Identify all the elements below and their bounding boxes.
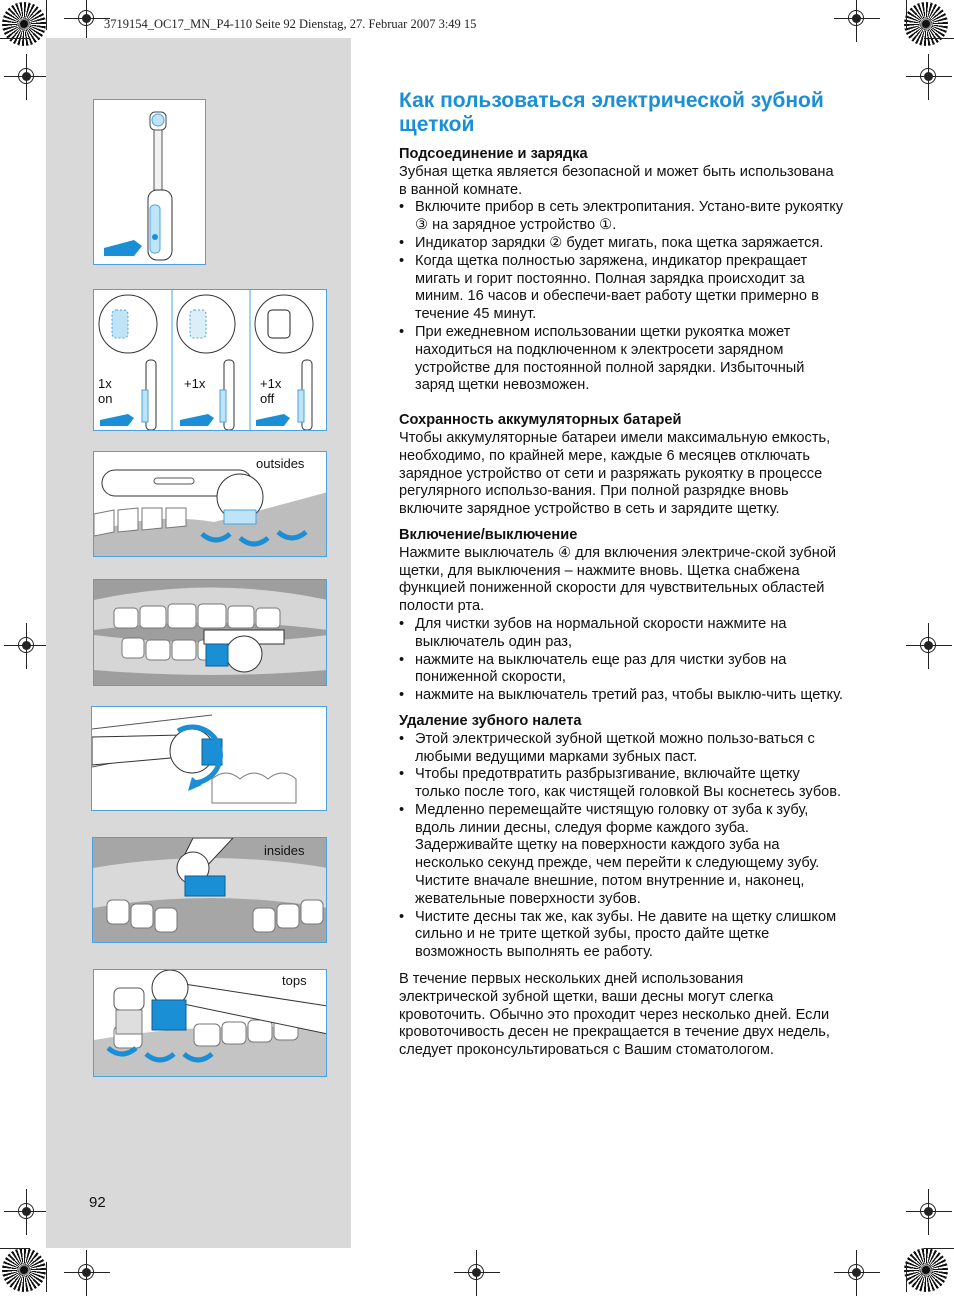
- plaque-list: [399, 731, 844, 962]
- registration-rosette-top-right: [904, 2, 948, 46]
- plaque-outro: В течение первых нескольких дней использования электрической зубной щетки, ваши десны могут слегка кровоточить. Обычно это проходит через несколько дней. Если кровоточивость десен не прекращается в течение двух недель, следует проконсультироваться с Вашим стоматологом.: [399, 971, 830, 1059]
- crop-mark-bottom-1: [64, 1250, 110, 1296]
- list-item: • Для чистки зубов на нормальной скорости нажмите на выключатель один раз,: [399, 616, 844, 652]
- list-item: • Медленно перемещайте чистящую головку от зуба к зубу, вдоль линии десны, следуя форме каждого зуба. Задерживайте щетку на поверхности каждого зуба на несколько секунд прежде, чем перейти к следующему зубу. Чистите вначале внешние, потом внутренние и, наконец, жевательные поверхности зубов.: [399, 802, 844, 909]
- figure-outsides: [93, 451, 327, 557]
- registration-rosette-bottom-left: [2, 1248, 46, 1292]
- crop-mark-right-3: [906, 1189, 952, 1235]
- trim-line: [0, 1248, 30, 1249]
- trim-line: [0, 38, 30, 39]
- trim-line: [906, 0, 907, 30]
- list-item: • нажмите на выключатель третий раз, чтобы выклю-чить щетку.: [399, 687, 844, 705]
- tops-label: tops: [282, 973, 307, 988]
- switch-list: [399, 616, 844, 705]
- crop-mark-bottom-3: [834, 1250, 880, 1296]
- list-item: • Чистите десны так же, как зубы. Не давите на щетку слишком сильно и не трите щеткой зубы, просто дайте щетке возможность выполнять ее работу.: [399, 909, 844, 962]
- instructions-body: [399, 146, 844, 1060]
- battery-text: Чтобы аккумуляторные батареи имели максимальную емкость, необходимо, по крайней мере, каждые 6 месяцев отключать зарядное устройство от сети и разряжать рукоятку в процессе регулярного использо-вания. При полной разрядке вновь включите зарядное устройство в сеть и зарядите щетку.: [399, 429, 831, 518]
- charge-label-3: +1x off: [260, 376, 282, 406]
- figure-insides: [92, 837, 327, 943]
- list-item: • Включите прибор в сеть электропитания. Устано-вите рукоятку ③ на зарядное устройство ①.: [399, 199, 844, 235]
- charge-label-2: +1x: [184, 376, 206, 391]
- charging-list: [399, 199, 844, 395]
- trim-line: [46, 1262, 47, 1292]
- list-item: • нажмите на выключатель еще раз для чистки зубов на пониженной скорости,: [399, 652, 844, 688]
- list-item: • Чтобы предотвратить разбрызгивание, включайте щетку только после того, как чистящей головкой Вы коснетесь зубов.: [399, 766, 844, 802]
- list-item: • Когда щетка полностью заряжена, индикатор прекращает мигать и горит постоянно. Полная зарядка происходит за миним. 16 часов и обеспечи-вает работу щетки примерно в течение 45 минут.: [399, 253, 844, 324]
- list-item: • Индикатор зарядки ② будет мигать, пока щетка заряжается.: [399, 235, 844, 253]
- registration-rosette-top-left: [2, 2, 46, 46]
- trim-line: [906, 1262, 907, 1292]
- crop-mark-right-2: [906, 623, 952, 669]
- insides-label: insides: [264, 843, 305, 858]
- figure-charge-indicators: [93, 289, 327, 431]
- list-item: • Этой электрической зубной щеткой можно пользо-ваться с любыми ведущими марками зубных паст.: [399, 731, 844, 767]
- figure-mouth-front: [93, 579, 327, 686]
- charging-intro: Зубная щетка является безопасной и может быть использована в ванной комнате.: [399, 163, 834, 198]
- section-heading-plaque: Удаление зубного налета: [399, 712, 582, 729]
- list-item: • При ежедневном использовании щетки рукоятка может находиться на подключенном к электросети зарядном устройстве для постоянной полной зарядки. Избыточный заряд щетки невозможен.: [399, 324, 844, 395]
- crop-mark-left-1: [4, 54, 50, 100]
- page-title: Как пользоваться электрической зубной щеткой: [399, 89, 824, 136]
- crop-mark-bottom-2: [454, 1250, 500, 1296]
- trim-line: [46, 0, 47, 30]
- figure-charging: [93, 99, 206, 265]
- crop-mark-left-3: [4, 1189, 50, 1235]
- print-header: 3719154_OC17_MN_P4-110 Seite 92 Dienstag, 27. Februar 2007 3:49 15: [104, 17, 477, 31]
- crop-mark-right-1: [906, 54, 952, 100]
- trim-line: [924, 38, 954, 39]
- switch-text: Нажмите выключатель ④ для включения электриче-ской зубной щетки, для выключения – нажмите вновь. Щетка снабжена функцией пониженной скорости для чувствительных областей полости рта.: [399, 544, 837, 615]
- trim-line: [924, 1248, 954, 1249]
- charge-label-1: 1x on: [98, 376, 113, 406]
- crop-mark-left-2: [4, 623, 50, 669]
- page-number: 92: [89, 1194, 106, 1211]
- registration-rosette-bottom-right: [904, 1248, 948, 1292]
- figure-tops: [93, 969, 327, 1077]
- figure-brushing-motion: [91, 706, 327, 811]
- section-heading-charging: Подсоединение и зарядка: [399, 146, 588, 162]
- crop-mark-top-2: [834, 0, 880, 42]
- outsides-label: outsides: [256, 456, 305, 471]
- section-heading-battery: Сохранность аккумуляторных батарей: [399, 412, 682, 429]
- section-heading-switch: Включение/выключение: [399, 526, 578, 543]
